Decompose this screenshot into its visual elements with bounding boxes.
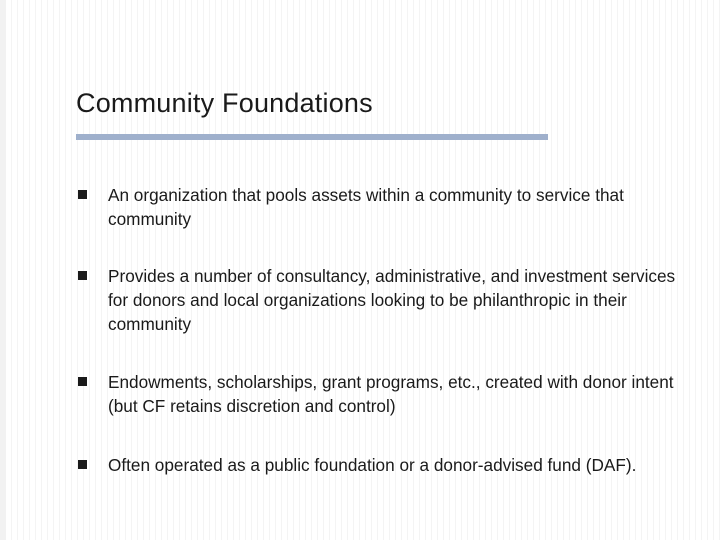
slide-title: Community Foundations: [76, 88, 373, 118]
slide-left-band: [0, 0, 6, 540]
bullet-text: An organization that pools assets within a community to service that community: [108, 185, 624, 229]
bullet-text: Endowments, scholarships, grant programs, etc., created with donor intent (but CF retains discretion and control): [108, 372, 674, 416]
square-bullet-icon: [78, 377, 87, 386]
bullet-text: Provides a number of consultancy, administrative, and investment services for donors and local organizations looking to be philanthropic in their community: [108, 266, 676, 334]
bullet-text: Often operated as a public foundation or a donor-advised fund (DAF).: [108, 455, 637, 475]
square-bullet-icon: [78, 271, 87, 280]
square-bullet-icon: [78, 190, 87, 199]
square-bullet-icon: [78, 460, 87, 469]
title-underline: [76, 134, 548, 140]
